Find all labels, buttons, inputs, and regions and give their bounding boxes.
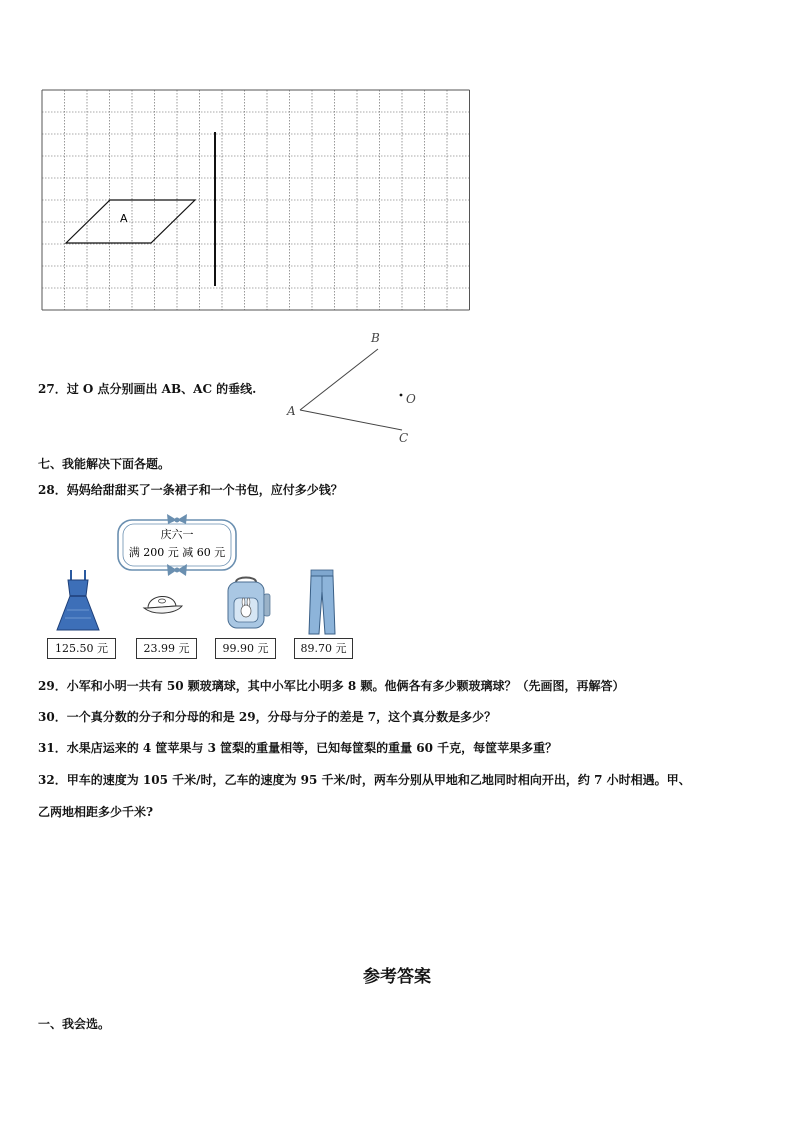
section-7-heading: 七、我能解决下面各题。 [38, 457, 171, 471]
angle-figure [280, 325, 430, 450]
question-27: 27．过 O 点分别画出 AB、AC 的垂线. [38, 382, 257, 396]
bow-icon-top [167, 514, 187, 524]
question-30: 30．一个真分数的分子和分母的和是 29，分母与分子的差是 7，这个真分数是多少？ [38, 710, 497, 724]
banner-line-1: 庆六一 [160, 528, 194, 541]
parallelogram-a [66, 200, 195, 243]
point-o [400, 394, 403, 397]
label-b: B [371, 331, 380, 345]
price-tag-cap: 23.99 元 [136, 638, 197, 659]
question-32-line-1: 32．甲车的速度为 105 千米/时，乙车的速度为 95 千米/时，两车分别从甲地和乙地同时相向开出，约 7 小时相遇。甲、 [38, 773, 691, 787]
banner-line-2: 满 200 元 减 60 元 [128, 546, 226, 559]
label-o: O [406, 392, 416, 406]
price-tag-dress: 125.50 元 [47, 638, 116, 659]
price-tag-backpack: 99.90 元 [215, 638, 276, 659]
dress-icon [53, 568, 103, 634]
answers-title: 参考答案 [363, 967, 431, 987]
question-31: 31．水果店运来的 4 筐苹果与 3 筐梨的重量相等，已知每筐梨的重量 60 千克，每筐苹果多重？ [38, 741, 558, 755]
price-tag-jeans: 89.70 元 [294, 638, 353, 659]
ray-ac [300, 410, 402, 430]
question-29: 29．小军和小明一共有 50 颗玻璃球，其中小军比小明多 8 颗。他俩各有多少颗玻璃球？（先画图，再解答） [38, 679, 625, 693]
promo-banner [112, 512, 242, 580]
parallelogram-label: A [120, 212, 128, 225]
question-32-line-2: 乙两地相距多少千米? [38, 805, 154, 819]
grid-lines [42, 90, 470, 310]
question-28: 28．妈妈给甜甜买了一条裙子和一个书包，应付多少钱？ [38, 483, 343, 497]
cap-icon [140, 588, 186, 618]
jeans-icon [305, 568, 339, 636]
label-a: A [287, 404, 296, 418]
label-c: C [399, 431, 409, 445]
answers-section-1: 一、我会选。 [38, 1017, 111, 1031]
ray-ab [300, 349, 378, 410]
backpack-icon [220, 574, 272, 632]
grid-figure [40, 88, 472, 313]
